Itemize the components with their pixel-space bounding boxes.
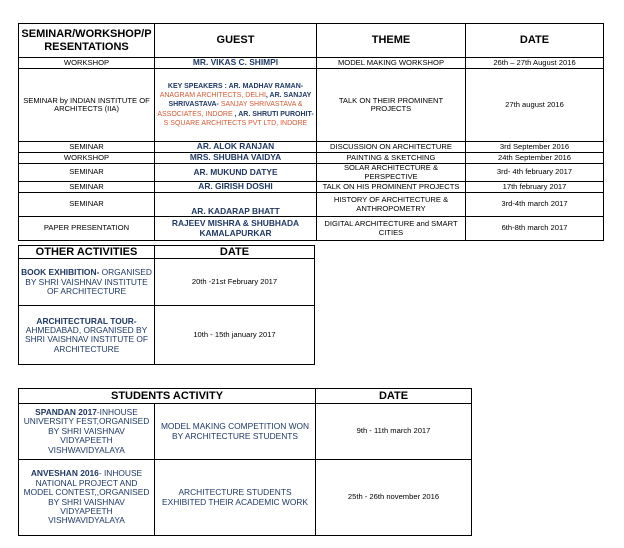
row-theme: HISTORY OF ARCHITECTURE & ANTHROPOMETRY — [317, 193, 466, 217]
activity-desc: AHMEDABAD, ORGANISED BY SHRI VAISHNAV INSTITUTE OF ARCHITECTURE — [25, 324, 148, 354]
student-activity-cell — [19, 404, 155, 460]
row-guest-speakers — [155, 69, 317, 142]
row-guest: AR. ALOK RANJAN — [155, 142, 317, 153]
row-type: SEMINAR — [19, 164, 155, 182]
activity-date: 25th - 26th november 2016 — [316, 460, 472, 536]
table-row — [19, 153, 604, 164]
row-type: PAPER PRESENTATION — [19, 217, 155, 241]
header-type: SEMINAR/WORKSHOP/P RESENTATIONS — [19, 24, 155, 58]
table-row — [19, 182, 604, 193]
row-guest: AR. KADARAP BHATT — [155, 193, 317, 217]
row-date: 6th-8th march 2017 — [466, 217, 604, 241]
activity-detail: ARCHITECTURE STUDENTS EXHIBITED THEIR ACADEMIC WORK — [155, 460, 316, 536]
table-row — [19, 217, 604, 241]
row-guest: MR. VIKAS C. SHIMPI — [155, 58, 317, 69]
speaker-affiliation: S SQUARE ARCHITECTS PVT LTD, INDORE — [163, 119, 308, 127]
activity-cell — [19, 306, 155, 365]
table-row — [19, 164, 604, 182]
row-type: SEMINAR — [19, 182, 155, 193]
header-date: DATE — [155, 246, 315, 259]
speaker-affiliation: ANAGRAM ARCHITECTS, DELHI — [159, 92, 266, 100]
row-type: SEMINAR — [19, 193, 155, 217]
table-row — [19, 306, 315, 365]
row-type: WORKSHOP — [19, 58, 155, 69]
row-date: 24th September 2016 — [466, 153, 604, 164]
table-row — [19, 460, 472, 536]
activity-desc: -INHOUSE UNIVERSITY FEST,ORGANISED BY SHRI VAISHNAV VIDYAPEETH VISHWAVIDYALAYA — [23, 406, 150, 455]
activity-title: ARCHITECTURAL TOUR- — [36, 315, 137, 326]
header-date: DATE — [316, 389, 472, 404]
activity-date: 20th -21st February 2017 — [155, 259, 315, 306]
row-theme: SOLAR ARCHITECTURE & PERSPECTIVE — [317, 164, 466, 182]
row-date: 3rd- 4th february 2017 — [466, 164, 604, 182]
activity-title: BOOK EXHIBITION- — [21, 267, 100, 278]
table-row — [19, 142, 604, 153]
student-activity-cell — [19, 460, 155, 536]
activity-cell — [19, 259, 155, 306]
row-date: 3rd September 2016 — [466, 142, 604, 153]
row-date: 3rd-4th march 2017 — [466, 193, 604, 217]
table-row — [19, 259, 315, 306]
activity-desc: ORGANISED BY SHRI VAISHNAV INSTITUTE OF ARCHITECTURE — [25, 267, 152, 297]
activity-detail: MODEL MAKING COMPETITION WON BY ARCHITECTURE STUDENTS — [155, 404, 316, 460]
table-row — [19, 58, 604, 69]
header-date: DATE — [466, 24, 604, 58]
row-type: WORKSHOP — [19, 153, 155, 164]
row-guest: RAJEEV MISHRA & SHUBHADA KAMALAPURKAR — [155, 217, 317, 241]
row-theme: DISCUSSION ON ARCHITECTURE — [317, 142, 466, 153]
row-type: SEMINAR — [19, 142, 155, 153]
seminar-table — [18, 23, 604, 241]
speaker-affiliation: SANJAY SHRIVASTAVA & ASSOCIATES, INDORE — [157, 101, 303, 118]
table-row — [19, 404, 472, 460]
other-activities-table — [18, 245, 315, 365]
table-row — [19, 69, 604, 142]
row-theme: DIGITAL ARCHITECTURE and SMART CITIES — [317, 217, 466, 241]
header-students-activity: STUDENTS ACTIVITY — [19, 389, 316, 404]
speaker-name: , AR. SHRUTI PUROHIT- — [234, 110, 314, 118]
row-guest: MRS. SHUBHA VAIDYA — [155, 153, 317, 164]
activity-date: 9th - 11th march 2017 — [316, 404, 472, 460]
row-date: 27th august 2016 — [466, 69, 604, 142]
students-activity-table — [18, 388, 472, 536]
row-theme: PAINTING & SKETCHING — [317, 153, 466, 164]
row-guest: AR. MUKUND DATYE — [155, 164, 317, 182]
row-date: 17th february 2017 — [466, 182, 604, 193]
speaker-name: , AR. SANJAY SHRIVASTAVA- — [168, 92, 312, 109]
row-type: SEMINAR by INDIAN INSTITUTE OF ARCHITECTS (IIA) — [19, 69, 155, 142]
activity-title: ANVESHAN 2016 — [30, 468, 99, 479]
row-theme: TALK ON THEIR PROMINENT PROJECTS — [317, 69, 466, 142]
table-row — [19, 193, 604, 217]
speakers-label: KEY SPEAKERS : AR. MADHAV RAMAN- — [167, 83, 304, 91]
activity-desc: - INHOUSE NATIONAL PROJECT AND MODEL CONTEST,,ORGANISED BY SHRI VAISHNAV VIDYAPEETH VISHWAVIDYALAYA — [23, 468, 150, 526]
row-theme: MODEL MAKING WORKSHOP — [317, 58, 466, 69]
row-theme: TALK ON HIS PROMINENT PROJECTS — [317, 182, 466, 193]
row-guest: AR. GIRISH DOSHI — [155, 182, 317, 193]
activity-title: SPANDAN 2017 — [35, 406, 97, 417]
header-theme: THEME — [317, 24, 466, 58]
row-date: 26th – 27th August 2016 — [466, 58, 604, 69]
header-other-activities: OTHER ACTIVITIES — [19, 246, 155, 259]
activity-date: 10th - 15th january 2017 — [155, 306, 315, 365]
header-guest: GUEST — [155, 24, 317, 58]
